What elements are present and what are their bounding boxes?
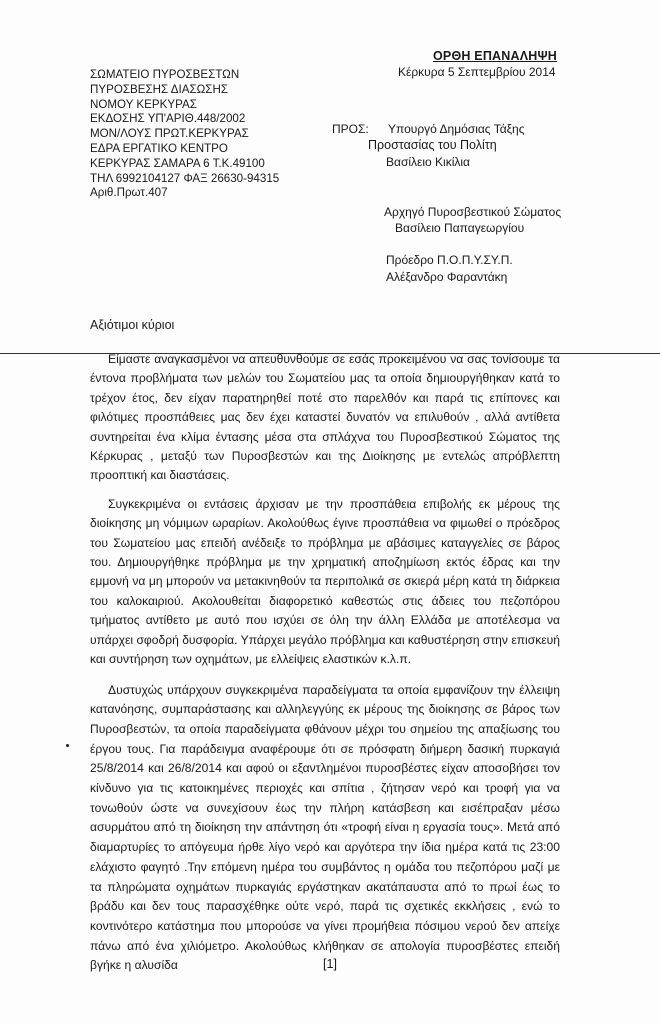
- recipient-tertiary: [386, 252, 513, 286]
- recipient-line: Αλέξανδρο Φαραντάκη: [386, 270, 508, 284]
- date-line: Κέρκυρα 5 Σεπτεμβρίου 2014: [398, 65, 556, 79]
- to-label: ΠΡΟΣ:: [332, 122, 369, 136]
- sender-line: ΣΩΜΑΤΕΙΟ ΠΥΡΟΣΒΕΣΤΩΝ: [90, 68, 240, 81]
- body-paragraph: Είμαστε αναγκασμένοι να απευθυνθούμε σε εσάς προκειμένου να σας τονίσουμε τα έντονα προβλήματα των μελών του Σωματείου μας τα οποία δημιουργήθηκαν κατά το τρέχον έτος, δεν είχαν παρατηρηθεί ποτέ στο παρελθόν και παρά τις επίπονες και φιλότιμες προσπάθειες μας δεν έχει καταστεί δυνατόν να επιλυθούν , αλλά αντίθετα συντηρείται ένα κλίμα έντασης μέσα στα σπλάχνα του Πυροσβεστικού Σώματος της Κέρκυρας , μεταξύ των Πυροσβεστών και της Διοίκησης με εντελώς απρόβλεπτη προοπτική και διαστάσεις.: [90, 352, 560, 483]
- body-paragraph: Δυστυχώς υπάρχουν συγκεκριμένα παραδείγματα τα οποία εμφανίζουν την έλλειψη κατανόησης, συμπαράστασης και αλληλεγγύης εκ μέρους της διοίκησης σε βάρος των Πυροσβεστών, τα οποία παραδείγματα φθάνουν μέχρι του σημείου της απαξίωσης του έργου τους. Για παράδειγμα αναφέρουμε ότι σε πρόσφατη διήμερη δασική πυρκαγιά 25/8/2014 και 26/8/2014 και αφού οι εξαντλημένοι πυροσβέστες είχαν αποσοβήσει τον κίνδυνο για τις κατοικημένες περιοχές και σπίτια , ζήτησαν νερό και τροφή για να τονωθούν ώστε να συνεχίσουν έως την πλήρη κατάσβεση και εισέπραξαν μέσω ασυρμάτου από τη διοίκηση την απάντηση ότι «τροφή είναι η εργασία τους». Μετά από διαμαρτυρίες το απόγευμα ήρθε λίγο νερό και αργότερα την ίδια ημέρα κατά τις 23:00 ελάχιστο φαγητό .Την επόμενη ημέρα του συμβάντος η ομάδα του πεζοπόρου μαζί με τα πληρώματα οχημάτων πυρκαγιάς εργάστηκαν ακατάπαυστα από το πρωί έως το βράδυ και δεν τους παρασχέθηκε ούτε νερό, παρά τις σχετικές εκκλήσεις , ενώ το κοντινότερο κατάστημα που μπορούσε να γίνει προμήθεια πόσιμου νερού δεν απείχε πάνω από ένα χιλιόμετρο. Ακολούθως κλήθηκαν σε απολογία πυροσβέστες επειδή βγήκε η αλυσίδα: [90, 682, 560, 973]
- recipient-line: Βασίλειο Κικίλια: [386, 155, 470, 169]
- sender-line: ΕΚΔΟΣΗΣ ΥΠ'ΑΡΙΘ.448/2002: [90, 112, 246, 126]
- letter-body: [90, 350, 560, 985]
- corrected-title: ΟΡΘΗ ΕΠΑΝΑΛΗΨΗ: [433, 49, 558, 63]
- sender-line: ΤΗΛ 6992104127 ΦΑΞ 26630-94315: [90, 171, 280, 185]
- recipient-line: Υπουργό Δημόσιας Τάξης: [388, 122, 525, 136]
- recipient-secondary: [384, 204, 561, 236]
- margin-mark: [66, 744, 69, 747]
- sender-line: ΝΟΜΟΥ ΚΕΡΚΥΡΑΣ: [90, 97, 197, 111]
- page-number: [1]: [323, 957, 337, 971]
- recipient-line: Προστασίας του Πολίτη: [368, 138, 497, 152]
- salutation: Αξιότιμοι κύριοι: [90, 318, 175, 332]
- sender-line: ΚΕΡΚΥΡΑΣ ΣΑΜΑΡΑ 6 Τ.Κ.49100: [90, 156, 265, 170]
- sender-line: Αριθ.Πρωτ.407: [90, 186, 168, 200]
- sender-line: ΜΟΝ/ΛΟΥΣ ΠΡΩΤ.ΚΕΡΚΥΡΑΣ: [90, 127, 249, 141]
- sender-line: ΠΥΡΟΣΒΕΣΗΣ ΔΙΑΣΩΣΗΣ: [90, 82, 229, 96]
- sender-block: [90, 68, 279, 201]
- body-paragraph: Συγκεκριμένα οι εντάσεις άρχισαν με την προσπάθεια επιβολής εκ μέρους της διοίκησης μη νόμιμων ωραρίων. Ακολούθως έγινε προσπάθεια να φιμωθεί ο πρόεδρος του Σωματείου μας επειδή ανέδειξε το πρόβλημα με αβάσιμες καταγγελίες σε βάρος του. Δημιουργήθηκε πρόβλημα με την χρηματική αποζημίωση εκτός έδρας και την εμμονή να μη μπορούν να μετακινηθούν τα περιπολικά σε σκιερά μέρη κατά τη διάρκεια του καλοκαιριού. Ακολουθείται διαφορετικό καθεστώς στις άδειες του πεζοπόρου τμήματος αντίθετο με αυτό που ισχύει σε όλη την άλλη Ελλάδα με αποτέλεσμα να υπάρχει σφοδρή δυσφορία. Υπάρχει μεγάλο πρόβλημα και καθυστέρηση στην επισκευή και συντήρηση των οχημάτων, με ελλείψεις ελαστικών κ.λ.π.: [90, 496, 560, 667]
- recipient-line: Βασίλειο Παπαγεωργίου: [395, 221, 525, 235]
- recipient-line: Πρόεδρο Π.Ο.Π.Υ.ΣΥ.Π.: [386, 253, 513, 267]
- sender-line: ΕΔΡΑ ΕΡΓΑΤΙΚΟ ΚΕΝΤΡΟ: [90, 141, 228, 155]
- recipient-line: Αρχηγό Πυροσβεστικού Σώματος: [384, 205, 562, 219]
